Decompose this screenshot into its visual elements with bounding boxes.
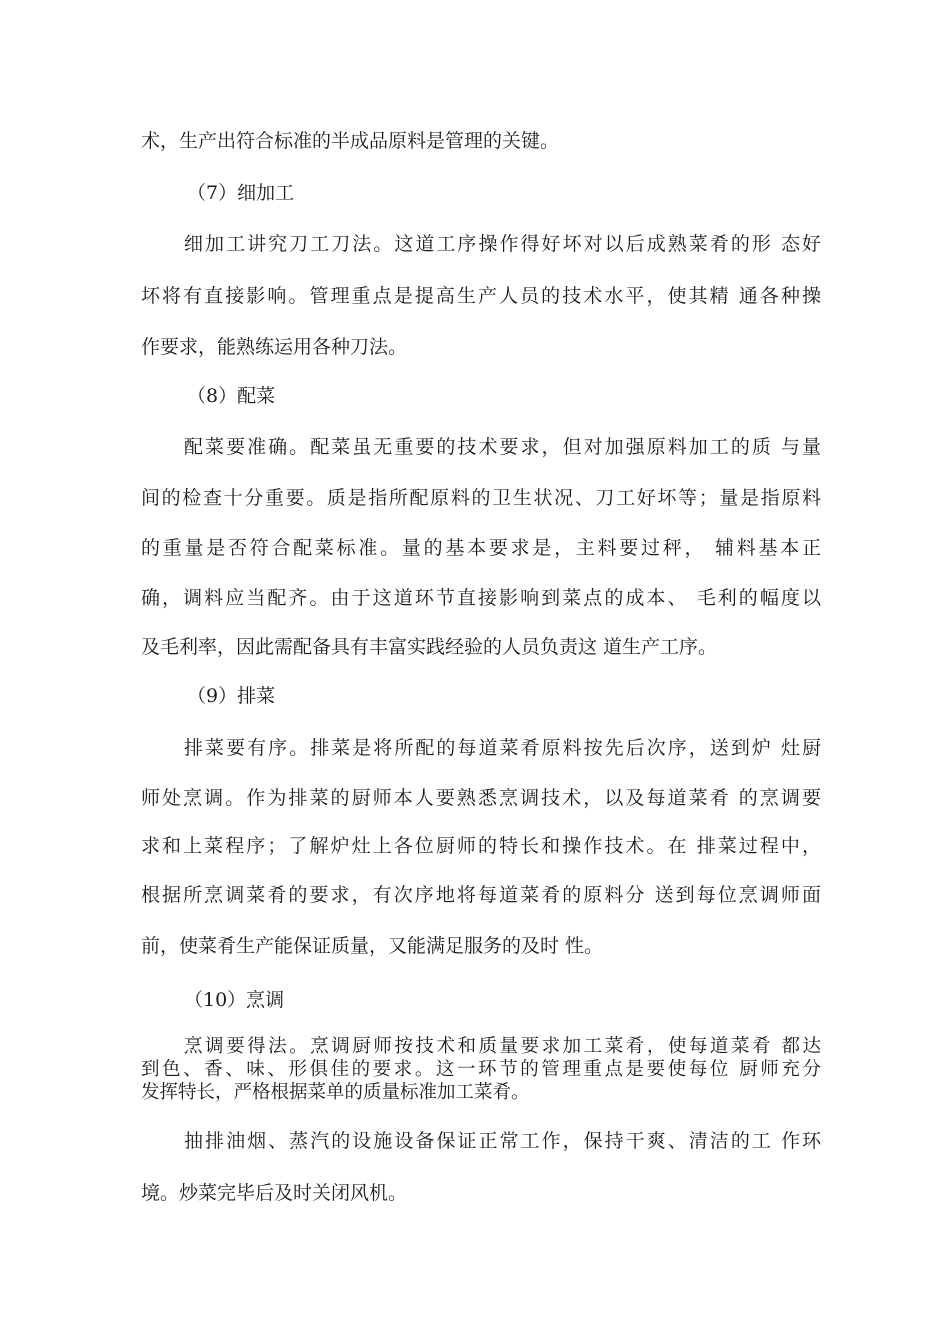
paragraph-line: 的重量是否符合配菜标准。量的基本要求是，主料要过秤， 辅料基本正 <box>141 537 821 559</box>
section-heading: （10）烹调 <box>184 989 285 1011</box>
paragraph-line: 间的检查十分重要。质是指所配原料的卫生状况、刀工好坏等；量是指原料 <box>141 487 821 509</box>
paragraph-line: 到色、香、味、形俱佳的要求。这一环节的管理重点是要使每位 厨师充分 <box>141 1059 821 1080</box>
paragraph-line: 根据所烹调菜肴的要求，有次序地将每道菜肴的原料分 送到每位烹调师面 <box>141 884 821 906</box>
paragraph-line: 求和上菜程序；了解炉灶上各位厨师的特长和操作技术。在 排菜过程中， <box>141 835 821 857</box>
paragraph-line: 坏将有直接影响。管理重点是提高生产人员的技术水平，使其精 通各种操 <box>141 285 821 307</box>
paragraph-line: 及毛利率，因此需配备具有丰富实践经验的人员负责这 道生产工序。 <box>141 636 718 658</box>
section-heading: （8）配菜 <box>187 385 276 407</box>
paragraph-line: 前，使菜肴生产能保证质量，又能满足服务的及时 性。 <box>141 935 604 957</box>
paragraph-line: 术，生产出符合标准的半成品原料是管理的关键。 <box>141 130 560 152</box>
paragraph-line: 细加工讲究刀工刀法。这道工序操作得好坏对以后成熟菜肴的形 态好 <box>184 233 821 255</box>
paragraph-line: 确，调料应当配齐。由于这道环节直接影响到菜点的成本、 毛利的幅度以 <box>141 587 821 609</box>
section-heading: （7）细加工 <box>187 182 295 204</box>
paragraph-line: 发挥特长，严格根据菜单的质量标准加工菜肴。 <box>141 1082 530 1103</box>
paragraph-line: 境。炒菜完毕后及时关闭风机。 <box>141 1182 408 1204</box>
section-heading: （9）排菜 <box>187 685 276 707</box>
paragraph-line: 烹调要得法。烹调厨师按技术和质量要求加工菜肴，使每道菜肴 都达 <box>184 1036 821 1057</box>
paragraph-line: 排菜要有序。排菜是将所配的每道菜肴原料按先后次序，送到炉 灶厨 <box>184 737 821 759</box>
paragraph-line: 师处烹调。作为排菜的厨师本人要熟悉烹调技术，以及每道菜肴 的烹调要 <box>141 787 821 809</box>
paragraph-line: 抽排油烟、蒸汽的设施设备保证正常工作，保持干爽、清洁的工 作环 <box>184 1130 821 1152</box>
paragraph-line: 配菜要准确。配菜虽无重要的技术要求，但对加强原料加工的质 与量 <box>184 436 821 458</box>
paragraph-line: 作要求，能熟练运用各种刀法。 <box>141 336 408 358</box>
